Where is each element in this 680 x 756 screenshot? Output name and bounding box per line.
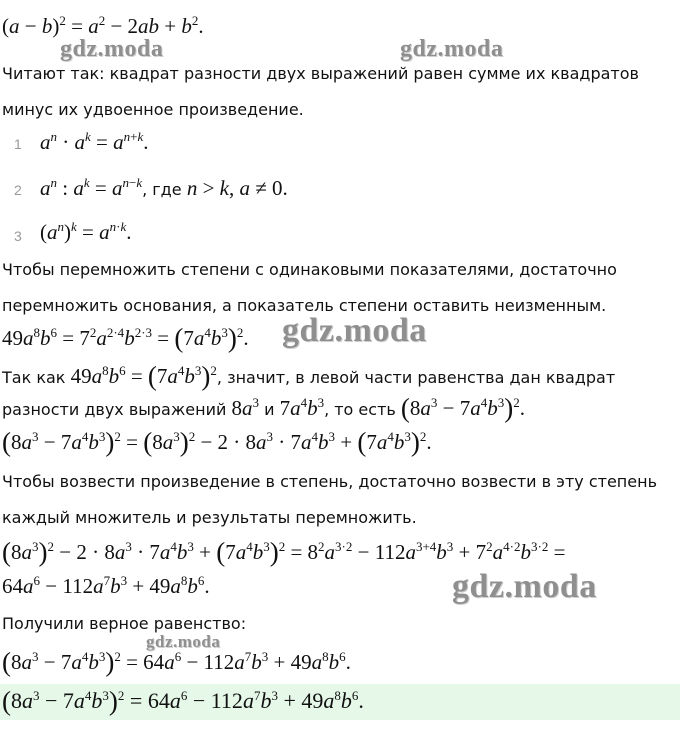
rule-number-2: 2 [14, 182, 22, 198]
text-diff-line: разности двух выражений $8a^3$ и $7a^4b^3$, то есть $(8a^3 - 7a^4b^3)^2$. [2, 393, 526, 423]
formula-expansion: $(8a^3 - 7a^4b^3)^2 = (8a^3)^2 - 2 \cdot 8a^3 \cdot 7a^4b^3 + (7a^4b^3)^2$. [2, 427, 432, 457]
watermark: gdz.moda [400, 36, 504, 62]
formula-computation: $(8a^3)^2 - 2 \cdot 8a^3 \cdot 7a^4b^3 + (7a^4b^3)^2 = 8^2a^{3\cdot 2} - 112a^{3+4}b^3 + 7^2a^{4\cdot 2}b^{3\cdot 2}$ = [2, 537, 566, 567]
text-and: и [264, 400, 275, 419]
text-power-2: каждый множитель и результаты перемножить. [2, 508, 417, 527]
text-since-line: Так как $49a^8b^6 = (7a^4b^3)^2$, значит, в левой части равенства дан квадрат [2, 361, 616, 391]
rule-formula-1: $a^n \cdot a^k = a^{n+k}$. [40, 129, 149, 154]
text-multiply-2: перемножить основания, а показатель степени оставить неизменным. [2, 296, 607, 315]
formula-final: $(8a^3 - 7a^4b^3)^2 = 64a^6 - 112a^7b^3 + 49a^8b^6$. [2, 647, 351, 677]
rule-formula-3: $(a^n)^k = a^{n\cdot k}$. [40, 219, 132, 244]
rule-number-3: 3 [14, 228, 22, 244]
formula-square-difference: $(a - b)^2 = a^2 - 2ab + b^2$. [2, 13, 204, 38]
rule-number-1: 1 [14, 136, 22, 152]
rule-2-suffix: , где [142, 180, 182, 199]
rule-formula-2: $a^n$ : $a^k = a^{n-k}$, где n > k, a ≠ 0. [40, 175, 288, 200]
watermark: gdz.moda [146, 632, 221, 651]
text-since-prefix: Так как [2, 368, 66, 387]
text-read-2: минус их удвоенное произведение. [2, 100, 304, 119]
formula-49: $49a^8b^6 = 7^2a^{2\cdot 4}b^{2\cdot 3} = (7a^4b^3)^2$. [2, 323, 249, 353]
watermark: gdz.moda [452, 568, 597, 605]
watermark: gdz.moda [282, 312, 427, 349]
text-multiply: Чтобы перемножить степени с одинаковыми показателями, достаточно [2, 260, 617, 279]
text-that-is: , то есть [324, 400, 396, 419]
text-since-suffix: , значит, в левой части равенства дан квадрат [216, 368, 616, 387]
text-read: Читают так: квадрат разности двух выражений равен сумме их квадратов [2, 64, 639, 83]
text-power: Чтобы возвести произведение в степень, достаточно возвести в эту степень [2, 472, 657, 491]
formula-answer: $(8a^3 - 7a^4b^3)^2 = 64a^6 - 112a^7b^3 + 49a^8b^6$. [2, 686, 364, 716]
text-diff-prefix: разности двух выражений [2, 400, 227, 419]
watermark: gdz.moda [60, 36, 164, 62]
text-result: Получили верное равенство: [2, 614, 247, 633]
formula-computation-result: $64a^6 - 112a^7b^3 + 49a^8b^6$. [2, 573, 210, 598]
